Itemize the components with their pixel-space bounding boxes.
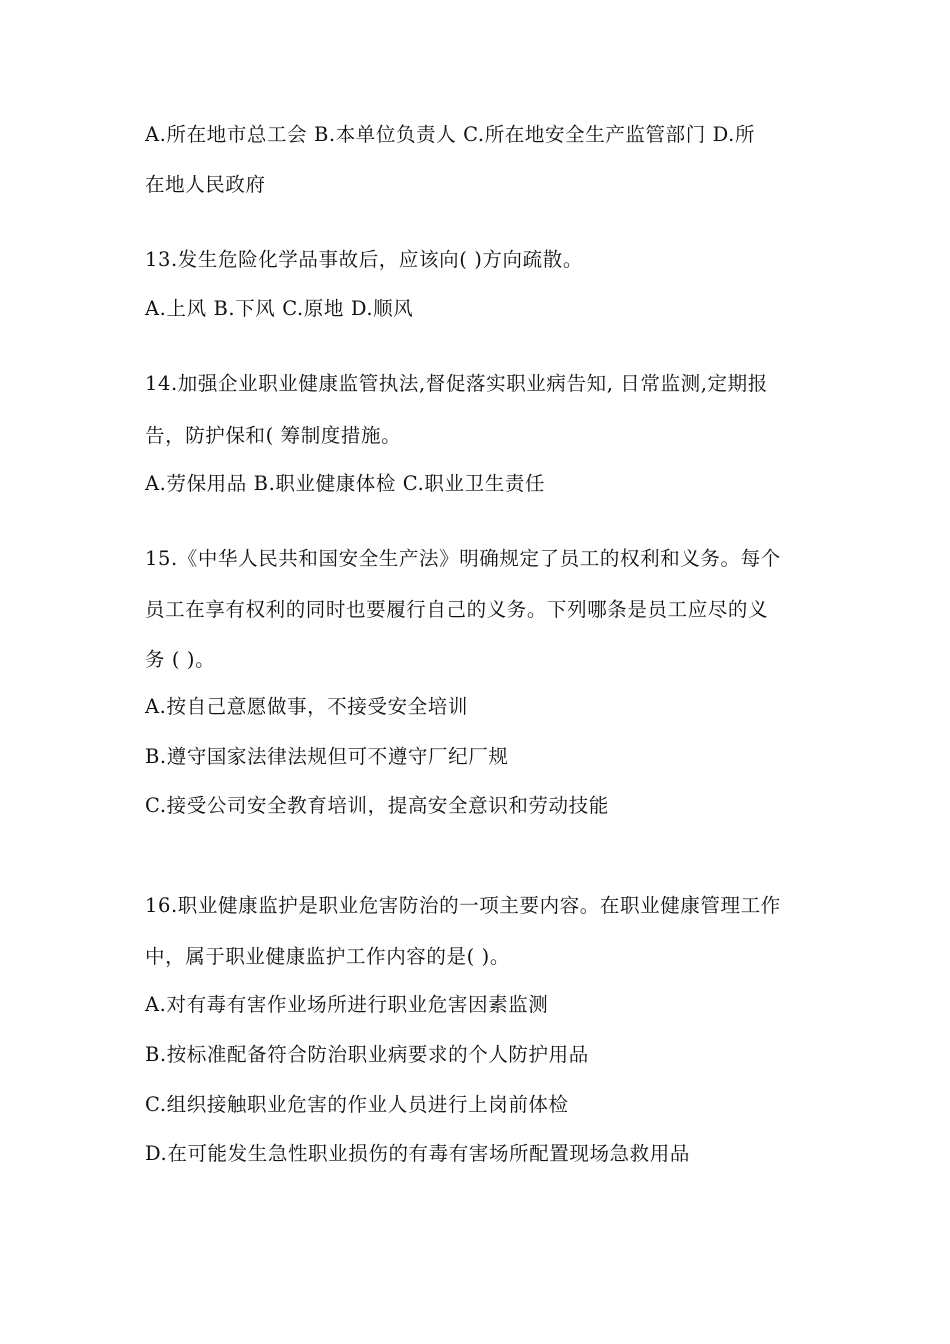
- q14-options: A.劳保用品 B.职业健康体检 C.职业卫生责任: [145, 472, 546, 495]
- q16-option-b: B.按标准配备符合防治职业病要求的个人防护用品: [145, 1043, 589, 1066]
- q15-option-a: A.按自己意愿做事，不接受安全培训: [145, 695, 468, 718]
- q13-stem: 13.发生危险化学品事故后，应该向( )方向疏散。: [145, 248, 583, 271]
- q15-stem-line-2: 员工在享有权利的同时也要履行自己的义务。下列哪条是员工应尽的义: [145, 598, 769, 621]
- q16-option-c: C.组织接触职业危害的作业人员进行上岗前体检: [145, 1093, 569, 1116]
- q15-option-b: B.遵守国家法律法规但可不遵守厂纪厂规: [145, 745, 509, 768]
- q16-option-d: D.在可能发生急性职业损伤的有毒有害场所配置现场急救用品: [145, 1142, 690, 1165]
- q16-stem-line-1: 16.职业健康监护是职业危害防治的一项主要内容。在职业健康管理工作: [145, 894, 781, 917]
- q12-options-line-1: A.所在地市总工会 B.本单位负责人 C.所在地安全生产监管部门 D.所: [145, 123, 756, 146]
- q16-option-a: A.对有毒有害作业场所进行职业危害因素监测: [145, 993, 549, 1016]
- q14-stem-line-1: 14.加强企业职业健康监管执法,督促落实职业病告知, 日常监测,定期报: [145, 372, 768, 395]
- q15-stem-line-3: 务 ( )。: [145, 648, 216, 671]
- q16-stem-line-2: 中，属于职业健康监护工作内容的是( )。: [145, 945, 510, 968]
- q13-options: A.上风 B.下风 C.原地 D.顺风: [145, 297, 414, 320]
- q14-stem-line-2: 告，防护保和( 筹制度措施。: [145, 424, 402, 447]
- q15-option-c: C.接受公司安全教育培训，提高安全意识和劳动技能: [145, 794, 609, 817]
- q15-stem-line-1: 15.《中华人民共和国安全生产法》明确规定了员工的权利和义务。每个: [145, 547, 781, 570]
- q12-options-line-2: 在地人民政府: [145, 173, 266, 196]
